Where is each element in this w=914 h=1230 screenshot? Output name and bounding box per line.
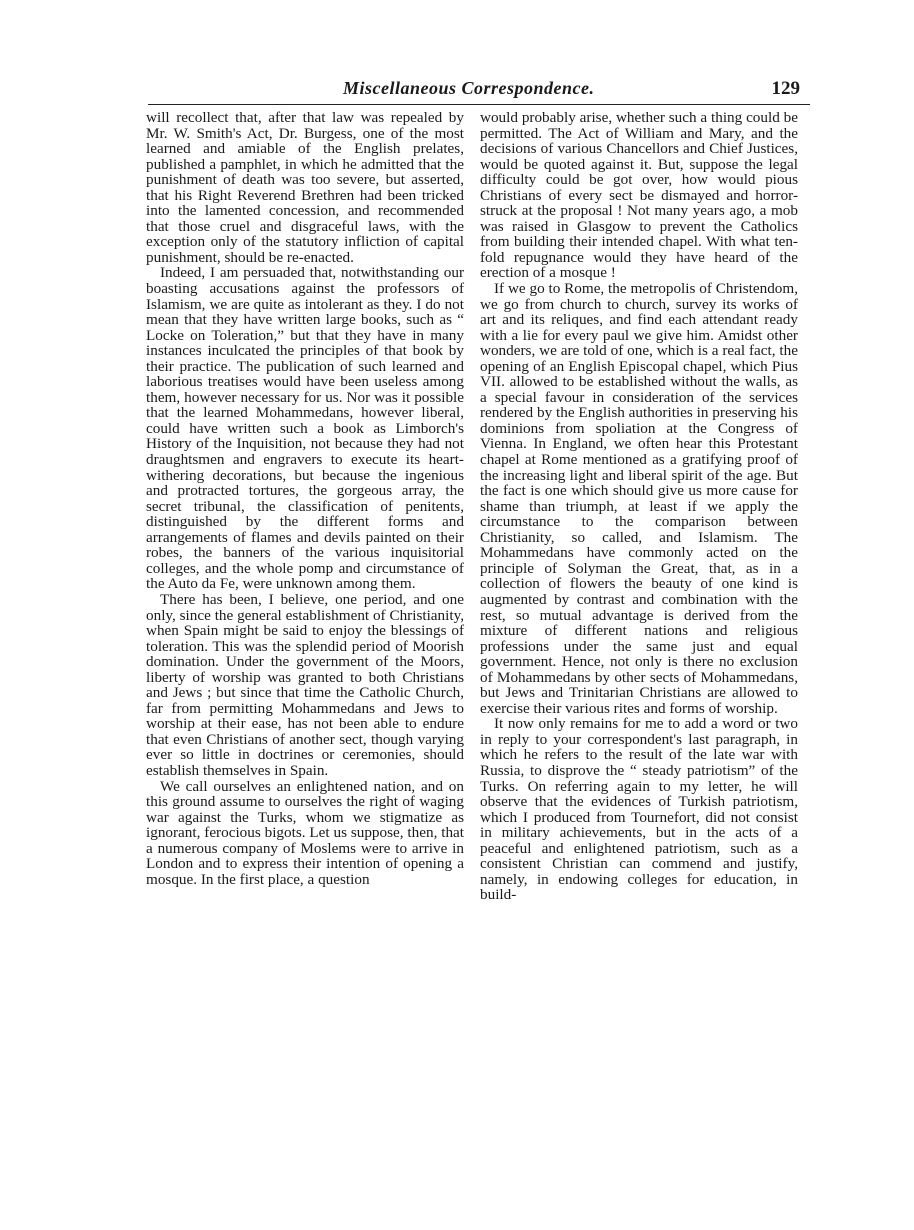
paragraph: Indeed, I am persuaded that, notwithstanding our boasting accusations against the professors of Islamism, we are quite as intolerant as they. I do not mean that they have written large books, such as “ Locke on Toleration,” but that they have in many instances inculcated the principles of that book by their practice. The publication of such learned and laborious treatises would have been useless among them, however necessary for us. Nor was it possible that the learned Mohammedans, however liberal, could have written such a book as Limborch's History of the Inquisition, not because they had not draughtsmen and engravers to execute its heart-withering decorations, but because the ingenious and protracted tortures, the gorgeous array, the secret tribunal, the classification of penitents, distinguished by the different forms and arrangements of flames and devils painted on their robes, the banners of the various inquisitorial colleges, and the whole pomp and circumstance of the Auto da Fe, were unknown among them.: [146, 264, 464, 593]
paragraph: We call ourselves an enlightened nation, and on this ground assume to ourselves the right of waging war against the Turks, whom we stigmatize as ignorant, ferocious bigots. Let us suppose, then, that a numerous company of Moslems were to arrive in London and to express their intention of opening a mosque. In the first place, a question: [146, 777, 464, 888]
running-title: Miscellaneous Correspondence.: [343, 78, 595, 98]
paragraph: It now only remains for me to add a word or two in reply to your correspondent's last paragraph, in which he refers to the result of the late war with Russia, to disprove the “ steady patriotism” of the Turks. On referring again to my letter, he will observe that the evidences of Turkish patriotism, which I produced from Tournefort, did not consist in military achievements, but in the acts of a peaceful and enlightened patriotism, such as a consistent Christian can commend and justify, namely, in endowing colleges for education, in build-: [480, 715, 798, 904]
header-rule: [148, 104, 810, 105]
left-column: [146, 110, 464, 887]
right-column: [480, 110, 798, 903]
paragraph: There has been, I believe, one period, and one only, since the general establishment of Christianity, when Spain might be said to enjoy the blessings of toleration. This was the splendid period of Moorish domination. Under the government of the Moors, liberty of worship was granted to both Christians and Jews ; but since that time the Catholic Church, far from permitting Mohammedans and Jews to worship at their ease, has not been able to endure that even Christians of another sect, though varying ever so little in doctrines or ceremonies, should establish themselves in Spain.: [146, 590, 464, 779]
paragraph: would probably arise, whether such a thing could be permitted. The Act of William and Mary, and the decisions of various Chancellors and Chief Justices, would be quoted against it. But, suppose the legal difficulty could be got over, how would pious Christians of every sect be dismayed and horror-struck at the proposal ! Not many years ago, a mob was raised in Glasgow to prevent the Catholics from building their intended chapel. With what ten-fold repugnance would they have heard of the erection of a mosque !: [480, 109, 798, 282]
paragraph: If we go to Rome, the metropolis of Christendom, we go from church to church, survey its works of art and its reliques, and find each attendant ready with a lie for every paul we give him. Amidst other wonders, we are told of one, which is a real fact, the opening of an English Episcopal chapel, which Pius VII. allowed to be established without the walls, as a special favour in consideration of the services rendered by the English authorities in preserving his dominions from spoliation at the Congress of Vienna. In England, we often hear this Protestant chapel at Rome mentioned as a gratifying proof of the increasing light and liberal spirit of the age. But the fact is one which should give us more cause for shame than triumph, at least if we apply the circumstance to the comparison between Christianity, so called, and Islamism. The Mohammedans have commonly acted on the principle of Solyman the Great, that, as in a collection of flowers the beauty of one kind is augmented by contrast and combination with the rest, so mutual advantage is derived from the mixture of different nations and religious professions under the same just and equal government. Hence, not only is there no exclusion of Mohammedans by other sects of Mohammedans, but Jews and Trinitarian Christians are allowed to exercise their various rites and forms of worship.: [480, 280, 798, 717]
page-number: 129: [771, 78, 800, 99]
running-head: [148, 76, 808, 104]
paragraph: will recollect that, after that law was repealed by Mr. W. Smith's Act, Dr. Burgess, one of the most learned and amiable of the English prelates, published a pamphlet, in which he admitted that the punishment of death was too severe, but asserted, that his Right Reverend Brethren had been tricked into the lamented concession, and recommended that those cruel and disgraceful laws, with the exception only of the statutory infliction of capital punishment, should be re-enacted.: [146, 109, 464, 266]
